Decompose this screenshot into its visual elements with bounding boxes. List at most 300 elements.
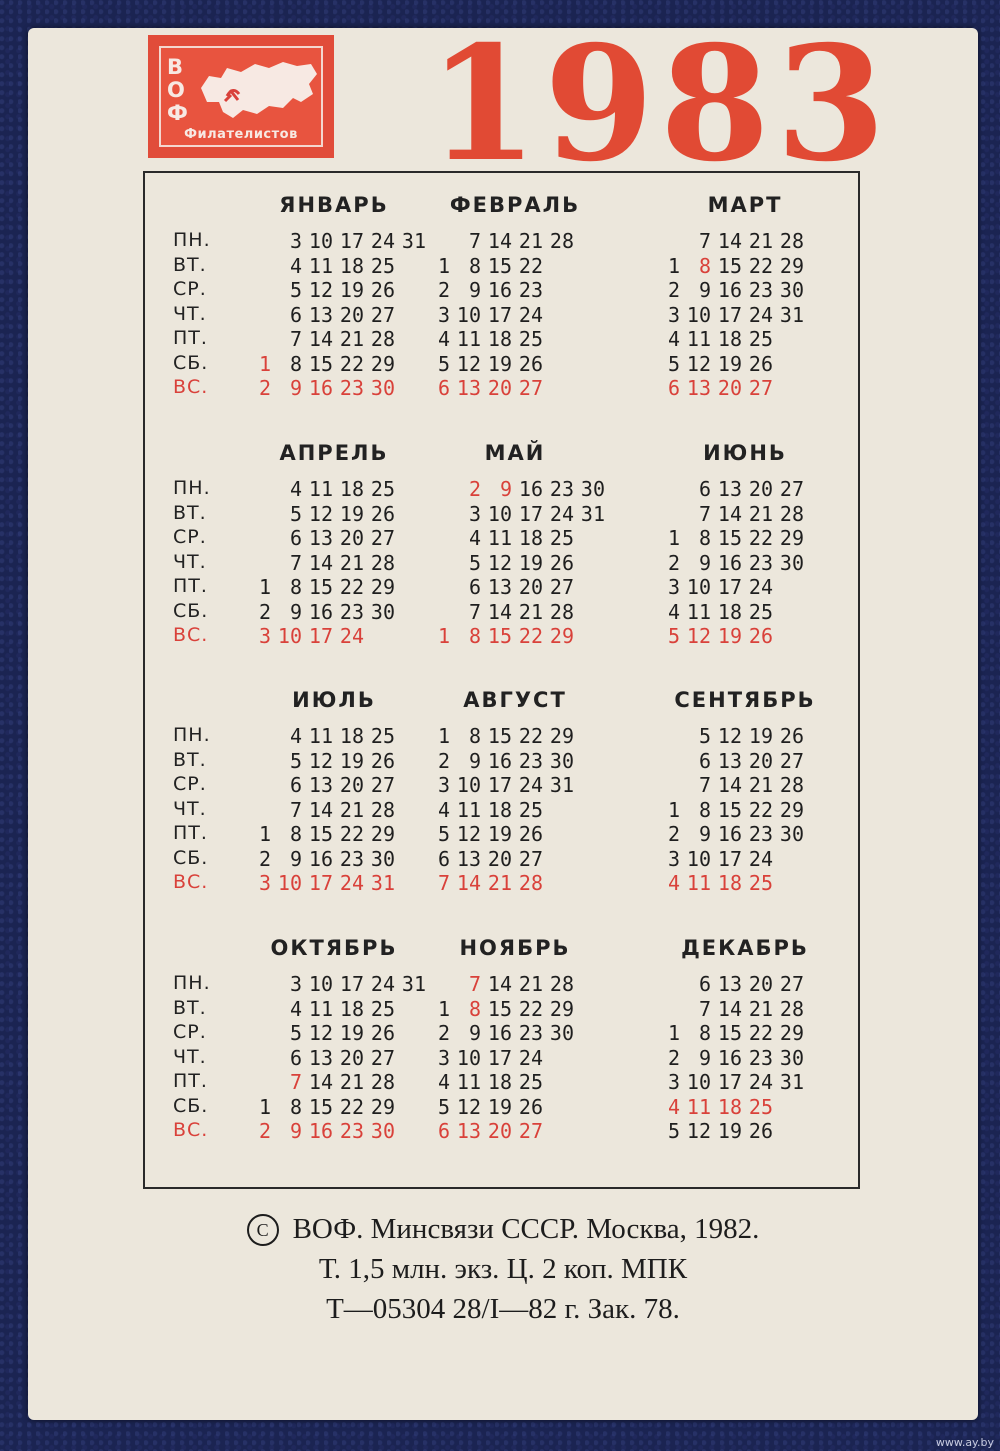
day-cell: 9 <box>698 822 711 846</box>
day-cell: 6 <box>289 302 302 327</box>
weekday-label: ПН. <box>173 477 211 499</box>
day-cell: 4 <box>667 1094 680 1119</box>
day-cell: 13 <box>717 748 742 773</box>
weekday-label: ЧТ. <box>173 550 207 573</box>
weekday-label: СБ. <box>173 1094 209 1117</box>
day-cell: 7 <box>468 599 481 624</box>
day-cell: 18 <box>487 797 512 822</box>
day-cell: 25 <box>549 526 574 550</box>
day-cell: 16 <box>717 550 742 575</box>
day-cell: 23 <box>748 1045 773 1070</box>
day-cell: 22 <box>339 1094 364 1119</box>
day-cell: 5 <box>437 822 450 846</box>
day-cell: 30 <box>779 822 804 846</box>
day-cell: 13 <box>686 376 711 400</box>
weekday-label: ЧТ. <box>173 302 207 325</box>
day-cell: 12 <box>308 748 333 773</box>
day-cell: 28 <box>370 797 395 822</box>
day-cell: 30 <box>549 1021 574 1045</box>
day-cell: 25 <box>748 871 773 895</box>
day-cell: 25 <box>370 724 395 748</box>
weekday-label: ПН. <box>173 229 211 251</box>
day-cell: 18 <box>339 724 364 748</box>
day-cell: 3 <box>289 229 302 253</box>
day-cell: 8 <box>468 624 481 648</box>
day-cell: 1 <box>437 996 450 1021</box>
day-cell: 10 <box>456 1045 481 1070</box>
weekday-label: СР. <box>173 773 207 795</box>
copyright-icon: C <box>247 1214 279 1246</box>
day-cell: 27 <box>549 575 574 599</box>
day-cell: 5 <box>698 724 711 748</box>
day-cell: 18 <box>717 1094 742 1119</box>
day-cell: 4 <box>437 1070 450 1094</box>
day-cell: 23 <box>339 1119 364 1143</box>
day-cell: 29 <box>370 822 395 846</box>
day-cell: 10 <box>487 501 512 526</box>
weekday-label: СР. <box>173 1021 207 1043</box>
day-cell: 20 <box>748 477 773 501</box>
day-cell: 15 <box>308 351 333 376</box>
day-cell: 7 <box>289 550 302 575</box>
day-cell: 25 <box>370 253 395 278</box>
day-cell: 4 <box>667 327 680 351</box>
day-cell: 27 <box>518 376 543 400</box>
day-cell: 20 <box>487 846 512 871</box>
day-cell: 2 <box>437 1021 450 1045</box>
day-cell: 15 <box>487 724 512 748</box>
calendar-grid <box>143 171 860 1189</box>
day-cell: 26 <box>779 724 804 748</box>
footer-line-2: Т. 1,5 млн. экз. Ц. 2 коп. МПК <box>318 1253 688 1285</box>
day-cell: 10 <box>686 846 711 871</box>
day-cell: 26 <box>748 624 773 648</box>
day-cell: 6 <box>289 773 302 797</box>
day-cell: 24 <box>549 501 574 526</box>
day-cell: 14 <box>308 797 333 822</box>
day-cell: 3 <box>258 624 271 648</box>
day-cell: 24 <box>370 972 395 996</box>
day-cell: 4 <box>289 996 302 1021</box>
day-cell: 5 <box>667 1119 680 1143</box>
day-cell: 26 <box>370 278 395 302</box>
day-cell: 5 <box>667 624 680 648</box>
day-cell: 27 <box>518 1119 543 1143</box>
day-cell: 13 <box>308 773 333 797</box>
day-cell: 6 <box>437 1119 450 1143</box>
day-cell: 3 <box>258 871 271 895</box>
day-cell: 7 <box>468 229 481 253</box>
day-cell: 26 <box>518 351 543 376</box>
day-cell: 6 <box>698 972 711 996</box>
day-cell: 12 <box>717 724 742 748</box>
day-cell: 7 <box>698 229 711 253</box>
footer-text-1: ВОФ. Минсвязи СССР. Москва, 1982. <box>292 1213 760 1245</box>
day-cell: 27 <box>748 376 773 400</box>
day-cell: 23 <box>518 748 543 773</box>
weekday-label: ПН. <box>173 972 211 994</box>
day-cell: 1 <box>258 1094 271 1119</box>
day-cell: 21 <box>748 501 773 526</box>
day-cell: 2 <box>258 1119 271 1143</box>
day-cell: 15 <box>717 1021 742 1045</box>
day-cell: 9 <box>289 846 302 871</box>
day-cell: 3 <box>437 1045 450 1070</box>
day-cell: 17 <box>339 972 364 996</box>
month-name: ДЕКАБРЬ <box>681 936 809 960</box>
day-cell: 11 <box>308 253 333 278</box>
weekday-label: СБ. <box>173 351 209 374</box>
weekday-label: СБ. <box>173 846 209 869</box>
day-cell: 10 <box>456 302 481 327</box>
day-cell: 2 <box>437 278 450 302</box>
day-cell: 21 <box>339 327 364 351</box>
day-cell: 19 <box>518 550 543 575</box>
day-cell: 9 <box>289 376 302 400</box>
day-cell: 13 <box>717 477 742 501</box>
day-cell: 29 <box>779 1021 804 1045</box>
day-cell: 10 <box>308 229 333 253</box>
weekday-label: ПТ. <box>173 327 208 349</box>
day-cell: 20 <box>748 748 773 773</box>
day-cell: 16 <box>487 278 512 302</box>
day-cell: 31 <box>779 1070 804 1094</box>
day-cell: 3 <box>289 972 302 996</box>
day-cell: 14 <box>487 599 512 624</box>
weekday-label: ПТ. <box>173 575 208 597</box>
day-cell: 16 <box>717 822 742 846</box>
day-cell: 14 <box>487 229 512 253</box>
day-cell: 21 <box>748 773 773 797</box>
day-cell: 18 <box>518 526 543 550</box>
day-cell: 26 <box>370 501 395 526</box>
day-cell: 3 <box>437 302 450 327</box>
weekday-label: ВС. <box>173 376 209 398</box>
day-cell: 19 <box>339 1021 364 1045</box>
day-cell: 13 <box>456 376 481 400</box>
day-cell: 24 <box>748 302 773 327</box>
weekday-label: ВС. <box>173 871 209 893</box>
month-6 <box>630 441 860 681</box>
day-cell: 13 <box>456 846 481 871</box>
month-name: АВГУСТ <box>463 688 567 712</box>
month-name: АПРЕЛЬ <box>279 441 389 465</box>
day-cell: 21 <box>748 996 773 1021</box>
day-cell: 1 <box>437 253 450 278</box>
day-cell: 3 <box>468 501 481 526</box>
day-cell: 18 <box>339 477 364 501</box>
month-name: ФЕВРАЛЬ <box>449 193 581 217</box>
day-cell: 10 <box>686 575 711 599</box>
day-cell: 24 <box>518 302 543 327</box>
day-cell: 18 <box>717 599 742 624</box>
day-cell: 12 <box>456 351 481 376</box>
day-cell: 9 <box>468 748 481 773</box>
day-cell: 16 <box>308 1119 333 1143</box>
day-cell: 29 <box>549 724 574 748</box>
weekday-label: СР. <box>173 278 207 300</box>
day-cell: 29 <box>549 624 574 648</box>
day-cell: 31 <box>580 501 605 526</box>
day-cell: 16 <box>487 748 512 773</box>
day-cell: 18 <box>717 871 742 895</box>
day-cell: 21 <box>518 972 543 996</box>
day-cell: 27 <box>370 773 395 797</box>
day-cell: 27 <box>518 846 543 871</box>
day-cell: 9 <box>698 1045 711 1070</box>
day-cell: 12 <box>456 822 481 846</box>
day-cell: 31 <box>549 773 574 797</box>
day-cell: 30 <box>779 550 804 575</box>
day-cell: 14 <box>456 871 481 895</box>
day-cell: 1 <box>437 624 450 648</box>
day-cell: 28 <box>779 773 804 797</box>
day-cell: 10 <box>277 624 302 648</box>
day-cell: 8 <box>698 253 711 278</box>
day-cell: 30 <box>580 477 605 501</box>
day-cell: 23 <box>748 550 773 575</box>
day-cell: 29 <box>370 575 395 599</box>
month-12 <box>630 936 860 1176</box>
day-cell: 14 <box>717 996 742 1021</box>
day-cell: 23 <box>339 846 364 871</box>
day-cell: 22 <box>748 526 773 550</box>
day-cell: 17 <box>518 501 543 526</box>
day-cell: 7 <box>437 871 450 895</box>
day-cell: 19 <box>717 624 742 648</box>
day-cell: 4 <box>289 477 302 501</box>
day-cell: 19 <box>487 1094 512 1119</box>
day-cell: 7 <box>698 773 711 797</box>
day-cell: 28 <box>549 229 574 253</box>
day-cell: 6 <box>698 748 711 773</box>
weekday-label: ВТ. <box>173 253 207 276</box>
day-cell: 30 <box>370 599 395 624</box>
day-cell: 22 <box>339 575 364 599</box>
day-cell: 14 <box>487 972 512 996</box>
weekday-label: СР. <box>173 526 207 548</box>
day-cell: 24 <box>748 575 773 599</box>
day-cell: 2 <box>667 822 680 846</box>
day-cell: 4 <box>468 526 481 550</box>
day-cell: 28 <box>370 1070 395 1094</box>
day-cell: 26 <box>518 822 543 846</box>
day-cell: 22 <box>518 996 543 1021</box>
day-cell: 14 <box>717 773 742 797</box>
day-cell: 5 <box>289 501 302 526</box>
day-cell: 28 <box>370 550 395 575</box>
day-cell: 10 <box>308 972 333 996</box>
day-cell: 30 <box>370 376 395 400</box>
day-cell: 1 <box>667 797 680 822</box>
day-cell: 26 <box>370 1021 395 1045</box>
day-cell: 1 <box>258 351 271 376</box>
day-cell: 19 <box>339 278 364 302</box>
day-cell: 6 <box>667 376 680 400</box>
day-cell: 5 <box>289 1021 302 1045</box>
day-cell: 20 <box>717 376 742 400</box>
day-cell: 12 <box>308 501 333 526</box>
day-cell: 30 <box>370 846 395 871</box>
day-cell: 9 <box>468 1021 481 1045</box>
day-cell: 26 <box>748 1119 773 1143</box>
day-cell: 8 <box>289 1094 302 1119</box>
day-cell: 14 <box>717 501 742 526</box>
month-name: ИЮНЬ <box>703 441 787 465</box>
weekday-label: ПТ. <box>173 1070 208 1092</box>
day-cell: 6 <box>437 846 450 871</box>
day-cell: 27 <box>779 972 804 996</box>
day-cell: 15 <box>717 797 742 822</box>
day-cell: 15 <box>308 822 333 846</box>
day-cell: 15 <box>308 1094 333 1119</box>
day-cell: 8 <box>289 351 302 376</box>
stamp-letter: О <box>167 78 185 102</box>
day-cell: 10 <box>456 773 481 797</box>
day-cell: 25 <box>370 477 395 501</box>
day-cell: 15 <box>717 253 742 278</box>
day-cell: 22 <box>339 822 364 846</box>
day-cell: 21 <box>518 599 543 624</box>
weekday-label: ПТ. <box>173 822 208 844</box>
day-cell: 8 <box>468 253 481 278</box>
day-cell: 20 <box>339 773 364 797</box>
day-cell: 2 <box>667 550 680 575</box>
weekday-label: СБ. <box>173 599 209 622</box>
day-cell: 28 <box>518 871 543 895</box>
day-cell: 17 <box>308 624 333 648</box>
day-cell: 24 <box>518 1045 543 1070</box>
watermark: www.ay.by <box>935 1436 994 1449</box>
weekday-label: ВТ. <box>173 748 207 771</box>
day-cell: 30 <box>779 278 804 302</box>
weekday-label: ЧТ. <box>173 797 207 820</box>
weekday-label: ЧТ. <box>173 1045 207 1068</box>
day-cell: 11 <box>456 1070 481 1094</box>
day-cell: 30 <box>779 1045 804 1070</box>
day-cell: 26 <box>748 351 773 376</box>
footer-line-3: Т—05304 28/I—82 г. Зак. 78. <box>326 1293 680 1325</box>
day-cell: 12 <box>308 1021 333 1045</box>
calendar-card <box>28 12 978 1420</box>
day-cell: 25 <box>748 1094 773 1119</box>
day-cell: 23 <box>339 599 364 624</box>
day-cell: 8 <box>289 575 302 599</box>
stamp-letter: Ф <box>167 101 188 125</box>
day-cell: 27 <box>370 526 395 550</box>
day-cell: 25 <box>518 1070 543 1094</box>
month-name: МАЙ <box>484 441 546 465</box>
day-cell: 11 <box>686 1094 711 1119</box>
day-cell: 16 <box>308 846 333 871</box>
day-cell: 22 <box>518 253 543 278</box>
day-cell: 11 <box>686 871 711 895</box>
day-cell: 22 <box>339 351 364 376</box>
day-cell: 23 <box>549 477 574 501</box>
day-cell: 9 <box>698 278 711 302</box>
day-cell: 13 <box>308 302 333 327</box>
day-cell: 7 <box>698 996 711 1021</box>
day-cell: 11 <box>308 724 333 748</box>
stamp-letter: В <box>167 55 184 79</box>
stamp-label: Филателистов <box>184 127 298 142</box>
month-name: ОКТЯБРЬ <box>270 936 398 960</box>
day-cell: 14 <box>308 1070 333 1094</box>
day-cell: 11 <box>456 797 481 822</box>
day-cell: 31 <box>401 972 426 996</box>
day-cell: 22 <box>748 1021 773 1045</box>
day-cell: 12 <box>308 278 333 302</box>
day-cell: 6 <box>289 1045 302 1070</box>
day-cell: 1 <box>258 575 271 599</box>
day-cell: 6 <box>698 477 711 501</box>
day-cell: 24 <box>339 624 364 648</box>
day-cell: 15 <box>487 996 512 1021</box>
day-cell: 29 <box>370 351 395 376</box>
day-cell: 11 <box>487 526 512 550</box>
day-cell: 23 <box>518 278 543 302</box>
day-cell: 7 <box>289 1070 302 1094</box>
day-cell: 5 <box>667 351 680 376</box>
day-cell: 29 <box>370 1094 395 1119</box>
day-cell: 17 <box>308 871 333 895</box>
day-cell: 19 <box>339 501 364 526</box>
day-cell: 31 <box>370 871 395 895</box>
day-cell: 7 <box>468 972 481 996</box>
day-cell: 7 <box>698 501 711 526</box>
day-cell: 9 <box>289 1119 302 1143</box>
day-cell: 23 <box>748 278 773 302</box>
day-cell: 25 <box>748 599 773 624</box>
day-cell: 22 <box>518 724 543 748</box>
month-3 <box>630 193 860 433</box>
day-cell: 19 <box>487 822 512 846</box>
day-cell: 17 <box>717 302 742 327</box>
day-cell: 21 <box>518 229 543 253</box>
day-cell: 20 <box>339 526 364 550</box>
day-cell: 28 <box>549 972 574 996</box>
vof-stamp-logo <box>148 35 334 158</box>
day-cell: 15 <box>717 526 742 550</box>
day-cell: 12 <box>686 1119 711 1143</box>
day-cell: 28 <box>779 996 804 1021</box>
day-cell: 8 <box>289 822 302 846</box>
day-cell: 5 <box>437 1094 450 1119</box>
day-cell: 15 <box>487 624 512 648</box>
day-cell: 3 <box>667 846 680 871</box>
day-cell: 18 <box>487 327 512 351</box>
weekday-label: ВС. <box>173 1119 209 1141</box>
day-cell: 30 <box>370 1119 395 1143</box>
day-cell: 4 <box>289 724 302 748</box>
weekday-label: ВТ. <box>173 996 207 1019</box>
day-cell: 6 <box>468 575 481 599</box>
month-name: МАРТ <box>707 193 783 217</box>
day-cell: 18 <box>339 253 364 278</box>
day-cell: 21 <box>487 871 512 895</box>
day-cell: 19 <box>339 748 364 773</box>
day-cell: 2 <box>258 376 271 400</box>
day-cell: 5 <box>289 748 302 773</box>
day-cell: 3 <box>667 302 680 327</box>
day-cell: 14 <box>717 229 742 253</box>
day-cell: 3 <box>667 575 680 599</box>
day-cell: 18 <box>487 1070 512 1094</box>
day-cell: 3 <box>667 1070 680 1094</box>
month-8 <box>400 688 630 928</box>
year-title: 1983 <box>428 12 892 197</box>
day-cell: 24 <box>370 229 395 253</box>
